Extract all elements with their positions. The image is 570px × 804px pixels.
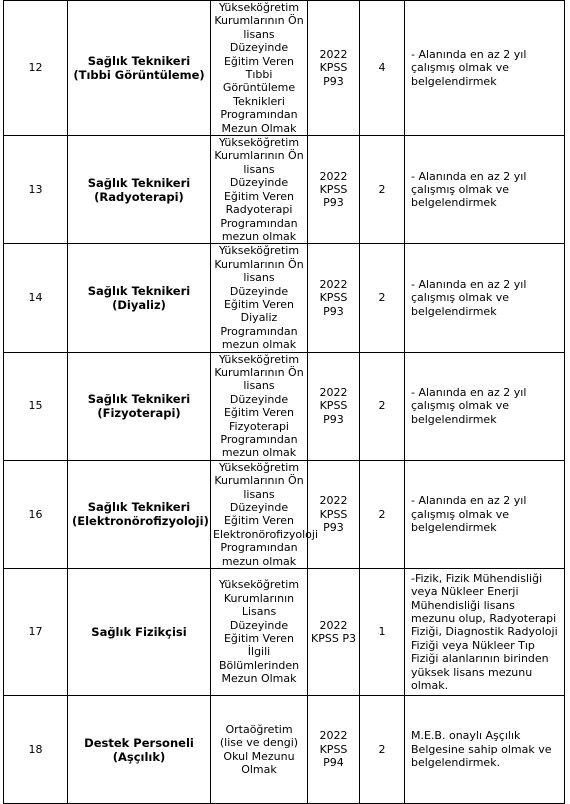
row-number: 17 xyxy=(4,569,68,696)
education-requirement: Yükseköğretim Kurumlarının Lisans Düzeyinde Eğitim Veren İlgili Bölümlerinden Mezun Olmak xyxy=(211,569,308,696)
position-count: 2 xyxy=(360,696,405,804)
special-requirement: - Alanında en az 2 yıl çalışmış olmak ve belgelendirmek xyxy=(405,1,565,136)
special-requirement: -Fizik, Fizik Mühendisliği veya Nükleer Enerji Mühendisliği lisans mezunu olup, Radyoterapi Fiziği, Diagnostik Radyoloji Fiziği veya Nükleer Tıp Fiziği alanlarının birinden yüksek lisans mezunu olmak. xyxy=(405,569,565,696)
position-title: Sağlık Teknikeri (Fizyoterapi) xyxy=(68,352,211,460)
special-requirement: - Alanında en az 2 yıl çalışmış olmak ve belgelendirmek xyxy=(405,460,565,568)
exam-type: 2022 KPSS P93 xyxy=(308,1,360,136)
position-title: Sağlık Teknikeri (Tıbbi Görüntüleme) xyxy=(68,1,211,136)
education-requirement: Ortaöğretim (lise ve dengi) Okul Mezunu Olmak xyxy=(211,696,308,804)
exam-type: 2022 KPSS P93 xyxy=(308,352,360,460)
exam-type: 2022 KPSS P93 xyxy=(308,244,360,352)
table-row xyxy=(4,136,565,244)
row-number: 15 xyxy=(4,352,68,460)
table-row xyxy=(4,352,565,460)
position-count: 2 xyxy=(360,136,405,244)
special-requirement: M.E.B. onaylı Aşçılık Belgesine sahip olmak ve belgelendirmek. xyxy=(405,696,565,804)
education-requirement: Yükseköğretim Kurumlarının Ön lisans Düzeyinde Eğitim Veren Fizyoterapi Programından mezun olmak xyxy=(211,352,308,460)
position-title: Sağlık Fizikçisi xyxy=(68,569,211,696)
position-title: Sağlık Teknikeri (Diyaliz) xyxy=(68,244,211,352)
position-count: 1 xyxy=(360,569,405,696)
special-requirement: - Alanında en az 2 yıl çalışmış olmak ve belgelendirmek xyxy=(405,136,565,244)
table-row xyxy=(4,696,565,804)
position-count: 2 xyxy=(360,460,405,568)
education-requirement: Yükseköğretim Kurumlarının Ön lisans Düzeyinde Eğitim Veren Diyaliz Programından mezun olmak xyxy=(211,244,308,352)
education-requirement: Yükseköğretim Kurumlarının Ön lisans Düzeyinde Eğitim Veren Elektronörofizyoloji Programından mezun olmak xyxy=(211,460,308,568)
exam-type: 2022 KPSS P94 xyxy=(308,696,360,804)
education-requirement: Yükseköğretim Kurumlarının Ön lisans Düzeyinde Eğitim Veren Radyoterapi Programından mezun olmak xyxy=(211,136,308,244)
row-number: 12 xyxy=(4,1,68,136)
table-row xyxy=(4,244,565,352)
row-number: 13 xyxy=(4,136,68,244)
exam-type: 2022 KPSS P93 xyxy=(308,136,360,244)
special-requirement: - Alanında en az 2 yıl çalışmış olmak ve belgelendirmek xyxy=(405,244,565,352)
position-count: 4 xyxy=(360,1,405,136)
position-count: 2 xyxy=(360,352,405,460)
row-number: 14 xyxy=(4,244,68,352)
table-row xyxy=(4,460,565,568)
exam-type: 2022 KPSS P93 xyxy=(308,460,360,568)
positions-table xyxy=(3,0,565,804)
position-title: Sağlık Teknikeri (Radyoterapi) xyxy=(68,136,211,244)
table-row xyxy=(4,1,565,136)
table-row xyxy=(4,569,565,696)
education-requirement: Yükseköğretim Kurumlarının Ön lisans Düzeyinde Eğitim Veren Tıbbi Görüntüleme Teknikleri Programından Mezun Olmak xyxy=(211,1,308,136)
position-title: Sağlık Teknikeri (Elektronörofizyoloji) xyxy=(68,460,211,568)
row-number: 18 xyxy=(4,696,68,804)
position-title: Destek Personeli (Aşçılık) xyxy=(68,696,211,804)
special-requirement: - Alanında en az 2 yıl çalışmış olmak ve belgelendirmek xyxy=(405,352,565,460)
exam-type: 2022 KPSS P3 xyxy=(308,569,360,696)
row-number: 16 xyxy=(4,460,68,568)
position-count: 2 xyxy=(360,244,405,352)
